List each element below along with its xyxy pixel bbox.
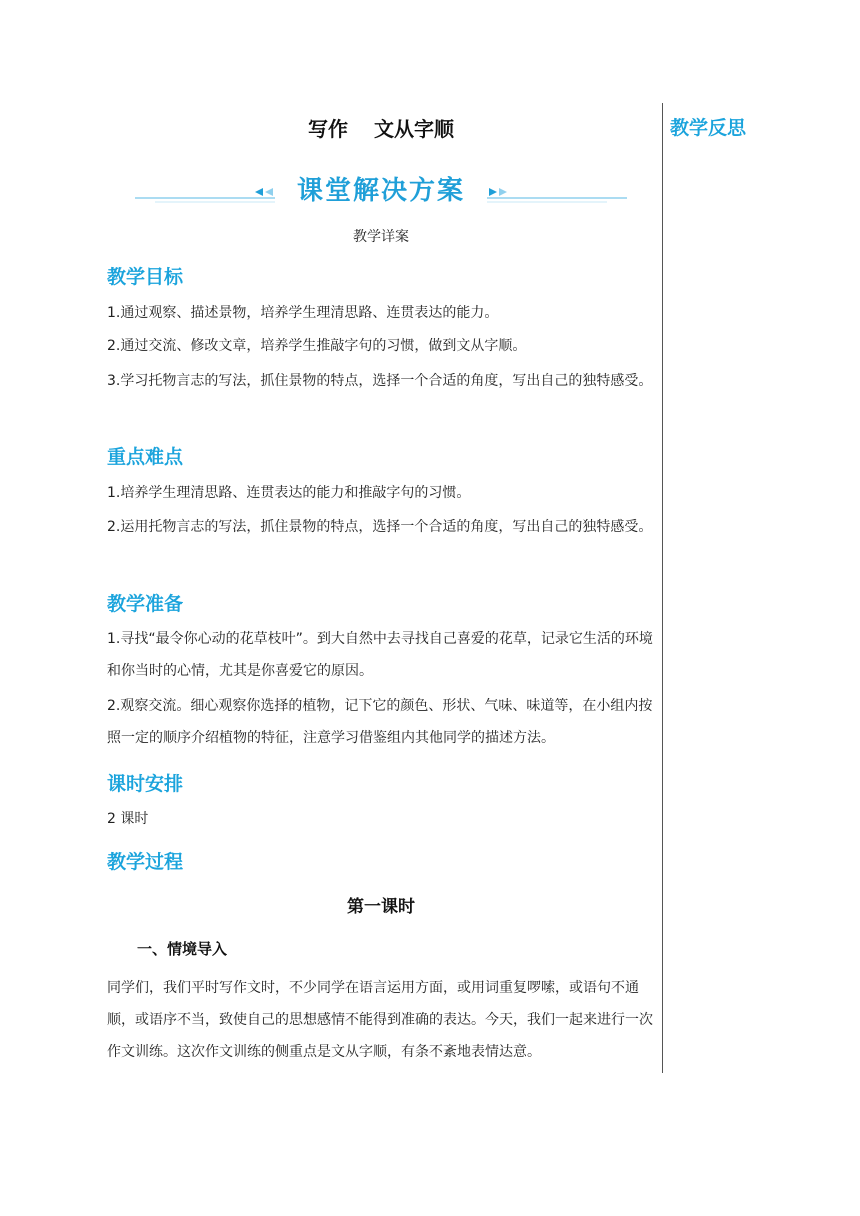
subtitle: 教学详案 xyxy=(353,229,409,245)
key-point-item-2: 2.运用托物言志的写法，抓住景物的特点，选择一个合适的角度，写出自己的独特感受。 xyxy=(107,519,653,535)
lesson-title: 第一课时 xyxy=(347,897,415,917)
schedule-text: 2 课时 xyxy=(107,811,149,827)
page-title xyxy=(107,113,655,142)
preparation-item-2: 2.观察交流。细心观察你选择的植物，记下它的颜色、形状、气味、味道等，在小组内按照一定的顺序介绍植物的特征，注意学习借鉴组内其他同学的描述方法。 xyxy=(107,698,653,746)
column-divider xyxy=(662,103,663,1073)
goal-item-2: 2.通过交流、修改文章，培养学生推敲字句的习惯，做到文从字顺。 xyxy=(107,338,527,354)
section-banner xyxy=(135,168,627,208)
preparation-item-1: 1.寻找“最令你心动的花草枝叶”。到大自然中去寻找自己喜爱的花草，记录它生活的环境和你当时的心情，尤其是你喜爱它的原因。 xyxy=(107,631,653,679)
goal-item-1: 1.通过观察、描述景物，培养学生理清思路、连贯表达的能力。 xyxy=(107,305,499,321)
heading-preparation: 教学准备 xyxy=(107,593,184,615)
heading-process: 教学过程 xyxy=(107,851,184,873)
goal-item-3: 3.学习托物言志的写法，抓住景物的特点，选择一个合适的角度，写出自己的独特感受。 xyxy=(107,373,653,389)
step-paragraph: 同学们，我们平时写作文时，不少同学在语言运用方面，或用词重复啰嗦，或语句不通顺，或语序不当，致使自己的思想感情不能得到准确的表达。今天，我们一起来进行一次作文训练。这次作文训练的侧重点是文从字顺，有条不紊地表情达意。 xyxy=(107,980,653,1060)
title-part-2: 文从字顺 xyxy=(374,117,454,141)
banner-text: 课堂解决方案 xyxy=(296,176,465,206)
heading-schedule: 课时安排 xyxy=(107,773,184,795)
key-point-item-1: 1.培养学生理清思路、连贯表达的能力和推敲字句的习惯。 xyxy=(107,485,471,501)
step-heading: 一、情境导入 xyxy=(137,940,228,958)
heading-key-points: 重点难点 xyxy=(107,446,184,468)
title-part-1: 写作 xyxy=(308,117,348,141)
heading-goals: 教学目标 xyxy=(107,266,184,288)
sidebar-title: 教学反思 xyxy=(670,117,747,139)
